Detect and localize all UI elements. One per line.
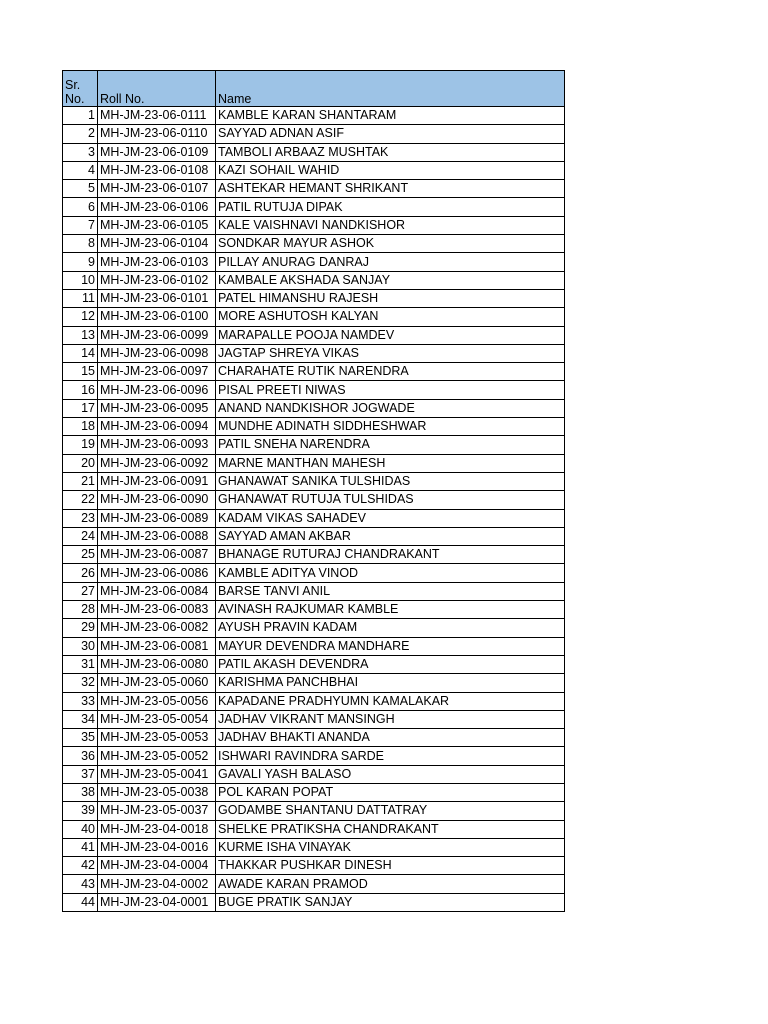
sr-no-cell: 27 [63,582,98,600]
name-cell: JADHAV BHAKTI ANANDA [216,729,565,747]
table-row [63,527,565,545]
sr-no-cell: 38 [63,783,98,801]
roll-no-cell: MH-JM-23-04-0018 [98,820,216,838]
roll-no-cell: MH-JM-23-06-0107 [98,180,216,198]
sr-no-cell: 17 [63,399,98,417]
table-body [63,107,565,912]
sr-no-cell: 29 [63,619,98,637]
table-row [63,107,565,125]
table-row [63,161,565,179]
table-row [63,765,565,783]
roll-no-cell: MH-JM-23-06-0087 [98,546,216,564]
table-row [63,253,565,271]
table-row [63,546,565,564]
sr-no-cell: 34 [63,710,98,728]
roll-no-cell: MH-JM-23-06-0106 [98,198,216,216]
sr-no-cell: 22 [63,491,98,509]
name-cell: KAPADANE PRADHYUMN KAMALAKAR [216,692,565,710]
sr-no-cell: 44 [63,893,98,911]
table-row [63,875,565,893]
table-row [63,893,565,911]
table-row [63,820,565,838]
table-row [63,308,565,326]
roll-no-cell: MH-JM-23-06-0109 [98,143,216,161]
sr-no-cell: 42 [63,857,98,875]
sr-no-cell: 6 [63,198,98,216]
roll-no-cell: MH-JM-23-06-0099 [98,326,216,344]
name-cell: BHANAGE RUTURAJ CHANDRAKANT [216,546,565,564]
roll-no-cell: MH-JM-23-06-0082 [98,619,216,637]
name-cell: SAYYAD AMAN AKBAR [216,527,565,545]
roll-no-cell: MH-JM-23-04-0002 [98,875,216,893]
sr-no-cell: 23 [63,509,98,527]
roll-no-cell: MH-JM-23-06-0102 [98,271,216,289]
name-cell: ISHWARI RAVINDRA SARDE [216,747,565,765]
roll-no-cell: MH-JM-23-06-0093 [98,436,216,454]
name-cell: GAVALI YASH BALASO [216,765,565,783]
sr-no-cell: 7 [63,216,98,234]
roll-no-cell: MH-JM-23-06-0096 [98,381,216,399]
name-cell: KAMBLE KARAN SHANTARAM [216,107,565,125]
roll-no-cell: MH-JM-23-06-0104 [98,235,216,253]
roll-no-cell: MH-JM-23-06-0089 [98,509,216,527]
roll-no-cell: MH-JM-23-06-0097 [98,363,216,381]
name-cell: KALE VAISHNAVI NANDKISHOR [216,216,565,234]
roll-no-cell: MH-JM-23-06-0108 [98,161,216,179]
table-row [63,582,565,600]
name-cell: MUNDHE ADINATH SIDDHESHWAR [216,418,565,436]
name-cell: AVINASH RAJKUMAR KAMBLE [216,601,565,619]
roll-no-cell: MH-JM-23-04-0016 [98,838,216,856]
roll-no-cell: MH-JM-23-06-0103 [98,253,216,271]
roll-no-cell: MH-JM-23-04-0001 [98,893,216,911]
name-cell: SONDKAR MAYUR ASHOK [216,235,565,253]
sr-no-cell: 4 [63,161,98,179]
student-roll-table [62,70,565,912]
table-row [63,454,565,472]
sr-no-cell: 14 [63,344,98,362]
table-row [63,363,565,381]
sr-no-cell: 35 [63,729,98,747]
sr-no-cell: 1 [63,107,98,125]
roll-no-cell: MH-JM-23-06-0111 [98,107,216,125]
roll-no-cell: MH-JM-23-06-0092 [98,454,216,472]
table-row [63,674,565,692]
name-cell: KADAM VIKAS SAHADEV [216,509,565,527]
table-row [63,802,565,820]
name-cell: KAMBLE ADITYA VINOD [216,564,565,582]
roll-no-cell: MH-JM-23-06-0098 [98,344,216,362]
sr-no-cell: 43 [63,875,98,893]
table-row [63,637,565,655]
sr-no-cell: 5 [63,180,98,198]
sr-no-cell: 25 [63,546,98,564]
roll-no-cell: MH-JM-23-04-0004 [98,857,216,875]
name-cell: SAYYAD ADNAN ASIF [216,125,565,143]
table-row [63,436,565,454]
roll-no-cell: MH-JM-23-06-0094 [98,418,216,436]
sr-no-cell: 15 [63,363,98,381]
name-cell: POL KARAN POPAT [216,783,565,801]
table-row [63,143,565,161]
roll-no-cell: MH-JM-23-06-0100 [98,308,216,326]
sr-no-cell: 3 [63,143,98,161]
roll-no-cell: MH-JM-23-05-0054 [98,710,216,728]
name-cell: MARAPALLE POOJA NAMDEV [216,326,565,344]
table-row [63,509,565,527]
roll-no-cell: MH-JM-23-05-0056 [98,692,216,710]
table-row [63,783,565,801]
sr-no-cell: 26 [63,564,98,582]
table-row [63,326,565,344]
table-row [63,729,565,747]
sr-no-cell: 28 [63,601,98,619]
sr-no-cell: 2 [63,125,98,143]
sr-no-cell: 30 [63,637,98,655]
roll-no-cell: MH-JM-23-06-0110 [98,125,216,143]
name-cell: PATEL HIMANSHU RAJESH [216,289,565,307]
roll-no-cell: MH-JM-23-06-0088 [98,527,216,545]
sr-no-cell: 12 [63,308,98,326]
roll-no-cell: MH-JM-23-06-0101 [98,289,216,307]
sr-no-cell: 40 [63,820,98,838]
sr-no-cell: 31 [63,655,98,673]
table-row [63,601,565,619]
name-cell: BUGE PRATIK SANJAY [216,893,565,911]
name-cell: JADHAV VIKRANT MANSINGH [216,710,565,728]
table-row [63,271,565,289]
name-cell: PATIL SNEHA NARENDRA [216,436,565,454]
name-cell: PATIL RUTUJA DIPAK [216,198,565,216]
roll-no-cell: MH-JM-23-06-0083 [98,601,216,619]
roll-no-cell: MH-JM-23-06-0105 [98,216,216,234]
roll-no-cell: MH-JM-23-06-0086 [98,564,216,582]
table-row [63,710,565,728]
sr-no-cell: 32 [63,674,98,692]
table-row [63,418,565,436]
name-cell: KAZI SOHAIL WAHID [216,161,565,179]
roll-no-cell: MH-JM-23-06-0081 [98,637,216,655]
roll-no-cell: MH-JM-23-05-0041 [98,765,216,783]
sr-no-cell: 33 [63,692,98,710]
sr-no-header: Sr. No. [63,71,98,107]
table-row [63,692,565,710]
sr-no-cell: 9 [63,253,98,271]
name-cell: KURME ISHA VINAYAK [216,838,565,856]
sr-no-cell: 21 [63,472,98,490]
name-cell: CHARAHATE RUTIK NARENDRA [216,363,565,381]
header-row [63,71,565,107]
table-row [63,857,565,875]
name-cell: BARSE TANVI ANIL [216,582,565,600]
sr-no-cell: 11 [63,289,98,307]
table-row [63,655,565,673]
sr-no-cell: 24 [63,527,98,545]
name-cell: GODAMBE SHANTANU DATTATRAY [216,802,565,820]
roll-no-cell: MH-JM-23-05-0053 [98,729,216,747]
table-row [63,564,565,582]
table-row [63,344,565,362]
name-cell: GHANAWAT RUTUJA TULSHIDAS [216,491,565,509]
roll-no-cell: MH-JM-23-06-0084 [98,582,216,600]
table-row [63,125,565,143]
name-cell: AYUSH PRAVIN KADAM [216,619,565,637]
table-row [63,619,565,637]
sr-no-cell: 8 [63,235,98,253]
name-cell: PATIL AKASH DEVENDRA [216,655,565,673]
table-row [63,747,565,765]
roll-no-cell: MH-JM-23-06-0095 [98,399,216,417]
name-cell: JAGTAP SHREYA VIKAS [216,344,565,362]
name-cell: KAMBALE AKSHADA SANJAY [216,271,565,289]
table-row [63,235,565,253]
name-cell: ASHTEKAR HEMANT SHRIKANT [216,180,565,198]
name-cell: THAKKAR PUSHKAR DINESH [216,857,565,875]
sr-no-cell: 41 [63,838,98,856]
table-row [63,216,565,234]
roll-no-cell: MH-JM-23-06-0090 [98,491,216,509]
sr-no-cell: 36 [63,747,98,765]
sr-no-cell: 37 [63,765,98,783]
roll-no-cell: MH-JM-23-05-0060 [98,674,216,692]
name-cell: MORE ASHUTOSH KALYAN [216,308,565,326]
roll-no-cell: MH-JM-23-05-0052 [98,747,216,765]
name-cell: PISAL PREETI NIWAS [216,381,565,399]
name-cell: AWADE KARAN PRAMOD [216,875,565,893]
name-header: Name [216,71,565,107]
table-row [63,472,565,490]
table-row [63,198,565,216]
roll-no-cell: MH-JM-23-05-0037 [98,802,216,820]
name-cell: MAYUR DEVENDRA MANDHARE [216,637,565,655]
roll-no-header: Roll No. [98,71,216,107]
sr-no-cell: 18 [63,418,98,436]
sr-no-cell: 19 [63,436,98,454]
roll-no-cell: MH-JM-23-06-0080 [98,655,216,673]
name-cell: GHANAWAT SANIKA TULSHIDAS [216,472,565,490]
name-cell: SHELKE PRATIKSHA CHANDRAKANT [216,820,565,838]
sr-no-cell: 39 [63,802,98,820]
table-row [63,838,565,856]
table-row [63,399,565,417]
name-cell: TAMBOLI ARBAAZ MUSHTAK [216,143,565,161]
sr-no-cell: 20 [63,454,98,472]
table-row [63,381,565,399]
sr-no-cell: 16 [63,381,98,399]
sr-no-cell: 10 [63,271,98,289]
name-cell: KARISHMA PANCHBHAI [216,674,565,692]
roll-no-cell: MH-JM-23-06-0091 [98,472,216,490]
name-cell: MARNE MANTHAN MAHESH [216,454,565,472]
name-cell: PILLAY ANURAG DANRAJ [216,253,565,271]
sr-no-cell: 13 [63,326,98,344]
roll-no-cell: MH-JM-23-05-0038 [98,783,216,801]
table-row [63,289,565,307]
table-row [63,180,565,198]
table-row [63,491,565,509]
name-cell: ANAND NANDKISHOR JOGWADE [216,399,565,417]
